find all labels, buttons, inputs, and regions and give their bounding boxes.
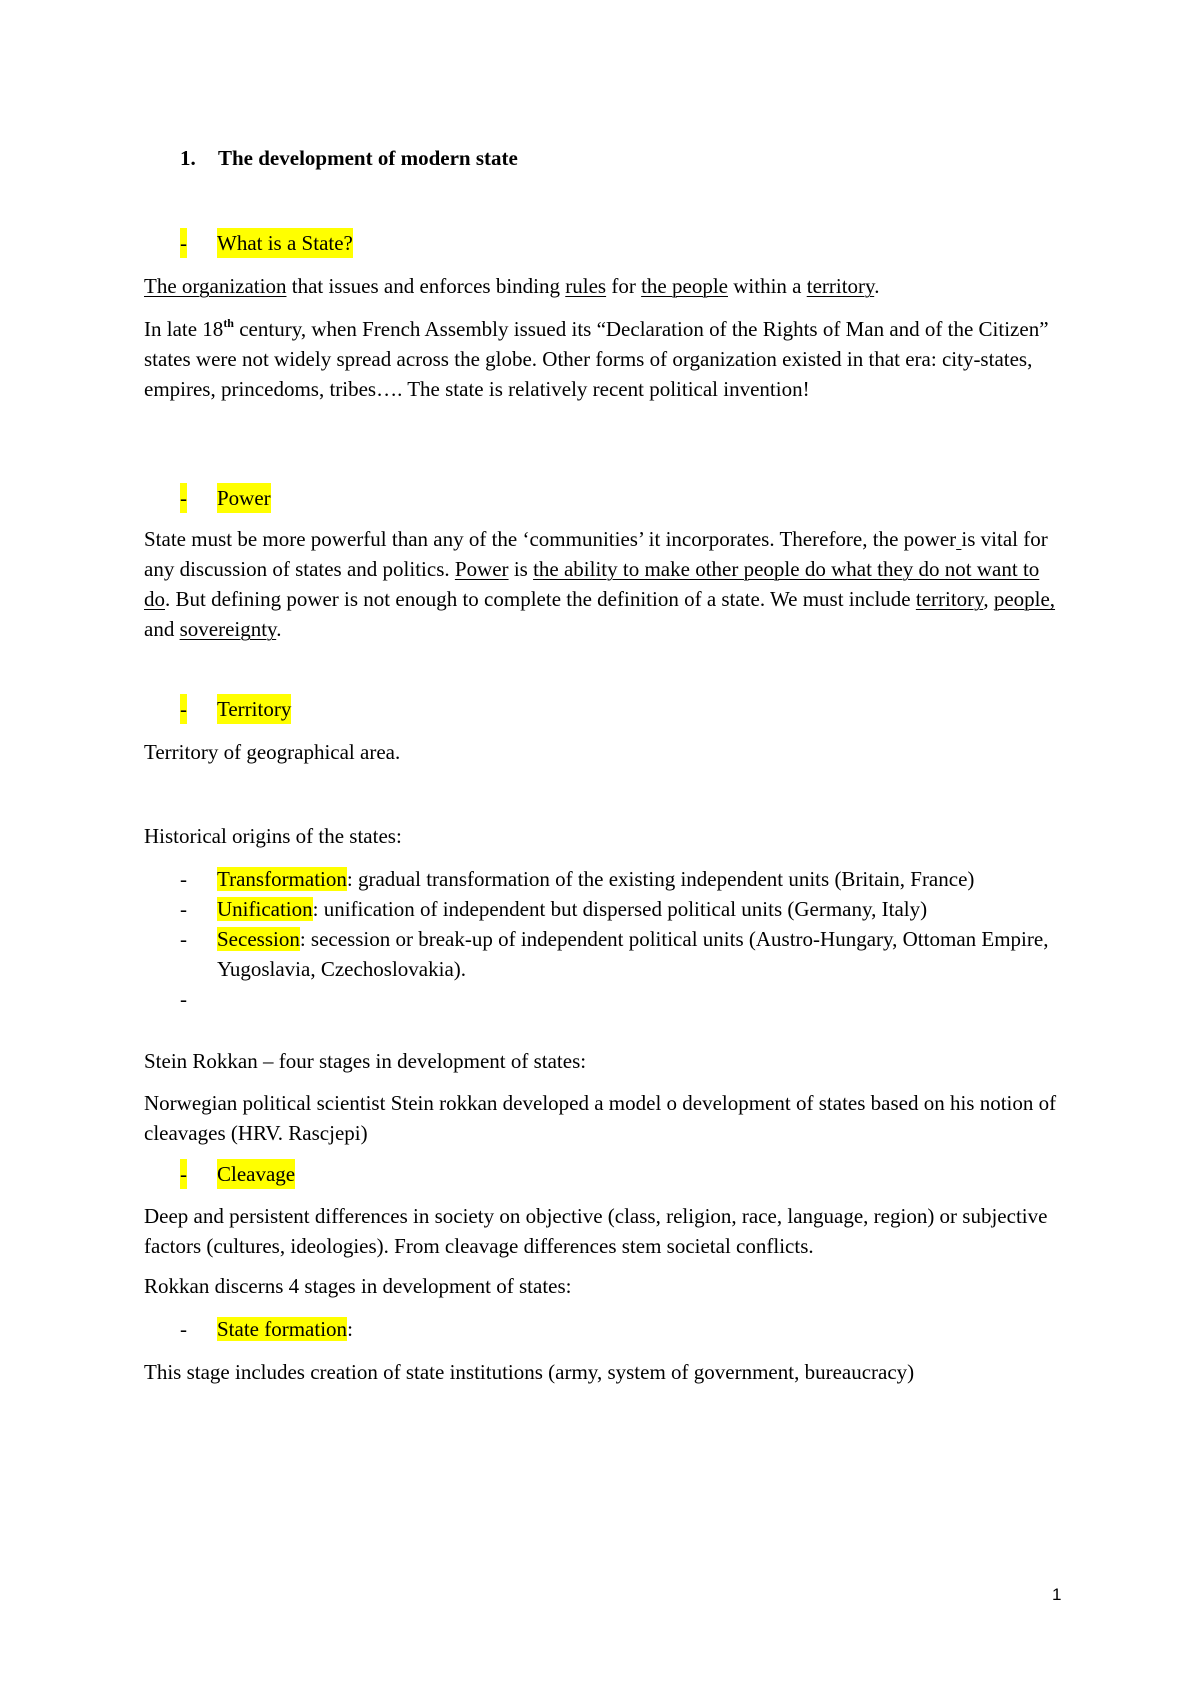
heading-title: The development of modern state xyxy=(218,146,518,170)
cleavage-paragraph: Deep and persistent differences in society on objective (class, religion, race, language, region) or subjective factors (cultures, ideologies). From cleavage differences stem societal conflicts. xyxy=(144,1204,1048,1258)
page-number: 1 xyxy=(1052,1585,1062,1604)
territory-paragraph: Territory of geographical area. xyxy=(144,740,401,764)
stages-intro: Rokkan discerns 4 stages in development of states: xyxy=(144,1274,572,1298)
origins-intro: Historical origins of the states: xyxy=(144,824,402,848)
rokkan-paragraph: Norwegian political scientist Stein rokkan developed a model o development of states based on his notion of cleavages (HRV. Rascjepi) xyxy=(144,1091,1057,1145)
origin-term: Transformation xyxy=(217,867,347,891)
subheading-label: Cleavage xyxy=(217,1159,295,1189)
subheading-label: What is a State? xyxy=(217,228,353,258)
rokkan-title: Stein Rokkan – four stages in development of states: xyxy=(144,1049,587,1073)
bullet-dash: - xyxy=(180,694,187,724)
section-heading xyxy=(144,143,518,173)
subheading-label: Territory xyxy=(217,694,291,724)
state-definition: The organization that issues and enforces binding rules for the people within a territory. xyxy=(144,274,880,298)
state-history-paragraph: In late 18th century, when French Assembly issued its “Declaration of the Rights of Man and of the Citizen” states were not widely spread across the globe. Other forms of organization existed in that era: city-states, empires, princedoms, tribes…. The state is relatively recent political invention! xyxy=(144,316,1049,401)
power-paragraph: State must be more powerful than any of the ‘communities’ it incorporates. Therefore, the power is vital for any discussion of states and politics. Power is the ability to make other people do what they do not want to do. But defining power is not enough to complete the definition of a state. We must include territory, people, and sovereignty. xyxy=(144,527,1056,641)
list-item-empty xyxy=(144,984,1064,1014)
list-item: - Unification: unification of independent but dispersed political units (Germany, Italy) xyxy=(144,894,1064,924)
origin-term: Secession xyxy=(217,927,300,951)
document-page: 1. The development of modern state - What is a State? The organization that issues and enforces binding rules for the people within a territory. In late 18th century, when French Assembly issued its “Declaration of the Rights of Man and of the Citizen” states were not widely spread across the globe. Other forms of organization existed in that era: city-states, empires, princedoms, tribes…. The state is relatively recent political invention! - Power State must be more powerful than any of the ‘communities’ it incorporates. Therefore, the power is vital for any discussion of states and politics. Power is the ability to make other people do what they do not want to do. But defining power is not enough to complete the definition of a state. We must include territory, people, and sovereignty. - Territory Territory of geographical area. Historical origins of the states: - Transformation: gradual transformation of the existing independent units (Britain, France) - Unification: unification of independent but dispersed political units (Germany, Italy) - Secession: secession or break-up of independent political units (Austro-Hungary, Ottoman Empire, Yugoslavia, Czechoslovakia). - Stein Rokkan – four stages in development of states: Norwegian political scientist Stein rokkan developed a model o development of states based on his notion of cleavages (HRV. Rascjepi) - Cleavage Deep and persistent differences in society on objective (class, religion, race, language, region) or subjective factors (cultures, ideologies). From cleavage differences stem societal conflicts. Rokkan discerns 4 stages in development of states: - State formation: This stage includes creation of state institutions (army, system of government, bureaucracy) 1 xyxy=(0,0,1200,1698)
bullet-dash: - xyxy=(180,927,187,951)
bullet-dash: - xyxy=(180,1317,187,1341)
origins-list xyxy=(144,864,1064,1014)
bullet-dash: - xyxy=(180,867,187,891)
subheading-label: State formation xyxy=(217,1317,348,1341)
list-item: - Secession: secession or break-up of independent political units (Austro-Hungary, Ottoman Empire, Yugoslavia, Czechoslovakia). xyxy=(144,924,1064,984)
bullet-dash: - xyxy=(180,228,187,258)
bullet-dash: - xyxy=(180,483,187,513)
heading-number: 1. xyxy=(180,146,196,170)
origin-term: Unification xyxy=(217,897,313,921)
subheading-label: Power xyxy=(217,483,271,513)
list-item: - Transformation: gradual transformation of the existing independent units (Britain, France) xyxy=(144,864,1064,894)
bullet-dash: - xyxy=(180,1159,187,1189)
bullet-dash: - xyxy=(180,987,187,1011)
bullet-dash: - xyxy=(180,897,187,921)
state-formation-paragraph: This stage includes creation of state institutions (army, system of government, bureaucracy) xyxy=(144,1360,915,1384)
